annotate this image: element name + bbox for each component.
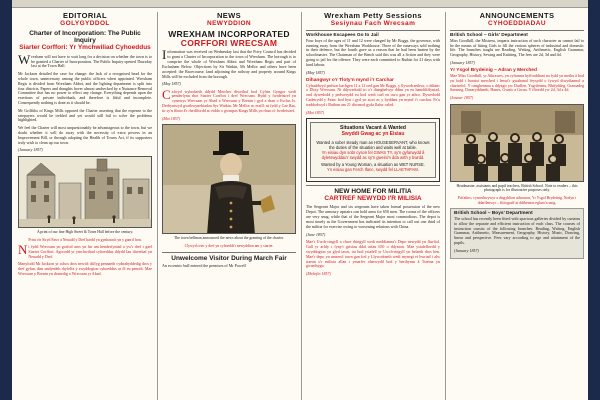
article-subhead-en: British School – Girls' Department <box>450 33 528 38</box>
section-title-en: EDITORIAL <box>63 12 107 20</box>
section-title-en: NEWS <box>216 12 242 20</box>
article-date-cy: (Mai 1857) <box>162 115 181 121</box>
school-photograph <box>450 104 584 182</box>
section-title-cy: Sesiynau Fach Wrecsam <box>330 20 416 27</box>
article-paragraph: Wrexham will not have to wait long for a decision on whether the town is to be granted a Charter of Incorporation. The Public Inquiry opened Thursday last at the Town Hall. <box>18 51 152 69</box>
article-headline-cy: CARTREF NEWYDD I'R MILISIA <box>324 195 422 203</box>
article-headline-en: Unwelcome Visitor During March Fair <box>171 254 287 262</box>
divider <box>306 30 440 31</box>
column-divider <box>445 12 446 400</box>
section-title-en: ANNOUNCEMENTS <box>479 12 555 20</box>
article-subhead-cy: Yr Ysgol Brydeinig – Adran y Merched <box>450 68 537 74</box>
article-paragraph: Mr Griffiths of Kings Mills opposed the Charter asserting that the expense to the ratepayers would be trebled and yet would still fail to solve the problems highlighted. <box>18 107 152 123</box>
box-inner <box>310 122 436 178</box>
article-paragraph: We feel the Charter will most unquestionably be advantageous to the town, but we doubt whether it will do away with the necessity of extra powers in an Improvement Bill, or through adopting the Health of Towns Act, if its supporters truly wish to clean up our town. <box>18 124 152 145</box>
article-paragraph-cy: Cyhuddwyd pedwar bachgen 11 a 12 oed gan Mr Boggs, y llywodraethwr, o ddianc o Dloty Wrecsam. Ni ddywedodd tri o'r dianghelwyr ddim yn eu hamddiffyniad, ond dywedodd y pedwerydd eu bod wedi cael eu curo gan yr athro. Dywedodd Cadeirydd y Fainc bod hyn i gyd yn stori ac y byddant yn mynd i'r carchar. Fe'u traddodwyd i Ruthun am 21 diwrnod gyda llafur caled. <box>306 82 440 108</box>
divider <box>162 252 296 253</box>
article-paragraph-cy: Mae Miss Goodhill, yr Athrawes, yn cyfrannu hyfforddiant na fydd yn methu â bod yn fodd i baratoi merched i lenwi'r gwahanol feysydd o fywyd diwydiannol a chartrefol. Y canghennau a ddysgir yw Darllen, Ysgrifennu, Rhifyddeg, Gramadeg Saesneg, Daearyddiaeth, Hanes, Gwnïo a Gwau. Y ffioedd yw 2d, 3d a 4d. <box>450 72 584 93</box>
town-hall-print-image <box>19 157 152 228</box>
article-paragraph: An eccentric bull entered the premises of Mr Powell <box>162 262 246 268</box>
top-band <box>12 0 588 8</box>
article-date: (January 1857) <box>18 147 43 153</box>
article-date: (May 1857) <box>162 81 181 87</box>
article-date: (January 1857) <box>454 247 479 253</box>
photo-caption-en: Headmaster, assistants and pupil teachers, British School. Note to readers – this photograph is for illustrative purposes only. <box>456 183 578 193</box>
photo-caption-cy: Prifathro, cynorthwywyr a disgyblion athrawon, Yr Ysgol Brydeinig. Nodyn i ddarllenwyr – ffotograff at ddibenion egluro'n unig. <box>457 195 577 205</box>
divider <box>450 30 584 31</box>
article-paragraph: Information was received on Wednesday last that the Privy Council has decided to grant a Charter of Incorporation to the town of Wrexham. The borough is to comprise the whole of Wrexham Abbot and Wrexham Regis and part of Esclusham Below. Objections by Sir Watkin, Mr Mellor and others have been accepted: the Racecourse, land adjoining the railway and property around Kings Mills will be excluded from the borough. <box>162 47 296 79</box>
illustration-caption-en: A print of our fine High Street & Town Hall before the century. <box>36 229 134 234</box>
high-street-illustration <box>18 156 152 228</box>
illustration-caption-cy: Clywyd crier y dref yn cyhoeddi'r newyddion am y siarter. <box>184 244 274 249</box>
article-paragraph: The Sergeant Major and six sergeants have taken formal possession of the new Depot. The armoury upstairs can hold arms for 650 men. The rooms of the officers are very snug, while that of the Sergeant Major most commodious. The depot is most timely as the Government has indicated its intention to call out one third of the militia for exercise owing to worsening relations with China. <box>306 204 440 230</box>
article-headline-en: NEW HOME FOR MILITIA <box>334 188 412 196</box>
bellman-illustration <box>162 124 296 234</box>
article-subhead-en: Workhouse Escapees Go to Jail <box>306 33 379 38</box>
article-date: (June 1857) <box>306 231 326 237</box>
article-date: (May 1857) <box>306 69 325 75</box>
article-paragraph-cy: Cafwyd wybodaeth ddydd Mercher diwethaf bod Cyfrin Gyngor wedi penderfynu rhoi Siarter Corffori i dref Wrecsam. Bydd y fwrdeistref yn cynnwys Wrecsam yr Abad a Wrecsam y Brenin i gyd a rhan o Esclus Is. Derbyniwyd gwrthwynebiadau Syr Watkin, Mr Mellor ac eraill: ni fydd y Cae Ras, tir sy'n ffinio â'r rheilffordd ac eiddo o gwmpas Kings Mills yn rhan o'r fwrdeistref. <box>162 86 296 114</box>
article-headline-en: Charter of Incorporation: The Public Inquiry <box>29 30 141 45</box>
section-title-cy: CYHOEDDIADAU <box>488 20 546 27</box>
article-date-cy: (Ionawr 1857) <box>450 94 474 100</box>
section-title-cy: NEWYDDION <box>206 20 252 27</box>
article-date-cy: (Mai 1857) <box>306 109 325 115</box>
article-subhead-cy: Dihangwyr o'r Tloty'n mynd i'r Carchar <box>306 77 394 83</box>
column-news <box>162 12 296 400</box>
section-title-cy: GOLYGYDDOL <box>60 20 110 27</box>
article-headline-en: WREXHAM INCORPORATED <box>168 29 290 39</box>
illustration-caption-cy: Print o'n Stryd Fawr a Neuadd y Dref hardd yn gynharach yn y ganrif hon. <box>28 237 142 242</box>
advert-text-en: Wanted a sober steady man as HOUSESERVANT, who knows the duties of the situation and waits well at table. <box>316 140 430 151</box>
advert-text-cy: Yn eisiau dyn sobr cyson fel GWAS TY, sy'n gyfarwydd â dyletswyddau'r swydd ac sy'n gweini'n dda wrth y bwrdd. <box>321 150 425 161</box>
article-headline-cy: Siarter Corffori: Yr Ymchwiliad Cyhoeddus <box>19 44 151 52</box>
section-title-en: Wrexham Petty Sessions <box>324 12 422 20</box>
school-staff-photo-image <box>451 105 584 182</box>
newspaper-page <box>12 0 588 400</box>
illustration-caption-en: The town bellman announced the news about the granting of the charter. <box>174 236 284 241</box>
advert-text-cy: Yn eisiau gan Ferch Ifanc, swydd fel LLAETHFAM. <box>327 167 419 173</box>
column-divider <box>157 12 158 400</box>
article-paragraph: Miss Goodhill, the Mistress, imparts instruction of such character as cannot fail to be the means of fitting Girls to fill the various spheres of industrial and domestic life. The branches taught are Reading, Writing, Arithmetic, English Grammar, Geography, History, Sewing and Knitting. The fees are 2d, 3d and 4d. <box>450 37 584 58</box>
bellman-portrait-image <box>163 125 296 234</box>
article-headline-cy: CORFFORI WRECSAM <box>180 37 278 48</box>
article-paragraph-cy: Mae'r Uwch-ringyll a chwe rhingyll wedi meddiannu'r Depo newydd yn ffurfiol. Gall yr arfdy i fyny'r grisiau ddal arfau 650 o ddynion. Mae ystafelloedd y swyddogion yn glyd iawn, tra bod ystafell yr Uwch-ringyll yn helaeth dros ben. Mae'r depo yn amserol iawn gan fod y Llywodraeth wedi mynegi ei bwriad i alw traean o'r milisia allan i ymarfer oherwydd bod y berthynas â Tsieina yn gwaethygu. <box>306 238 440 269</box>
article-date: (January 1857) <box>450 59 475 65</box>
article-paragraph-cy: Ni fydd Wrecsam yn gorfod aros yn hir am benderfyniad a yw'r dref i gael Siarter Corffori. Agorodd yr ymchwiliad cyhoeddus ddydd Iau diwethaf yn Neuadd y Dref. <box>18 242 152 259</box>
article-paragraph: The school has recently been fitted with spacious galleries divided by curtains to allow the separate and efficient instruction of each class. The courses of instruction consist of the following branches: Reading, Writing, English Grammar, Arithmetic, Measurement, Geography, History, Music, Drawing, linear and perspective. Fees vary according to age and attainment of the pupils. <box>454 215 580 246</box>
boys-department-notice <box>450 208 584 259</box>
article-date-cy: (Mehefin 1857) <box>306 270 331 276</box>
column-announcements <box>450 12 584 400</box>
situations-vacant-box <box>306 118 440 182</box>
article-paragraph: Mr Jackson detailed the case for change: the lack of a recognised head for the whole town, unnecessary among the public officers when appointed. Wrexham Regis is divided from Wrexham Abbot, and the lighting department is split into four districts. Papers and draughts hover almost unchecked by a Nuisance Removal Committee that has no power to effect any change. Everything depends upon the exertions of private individuals, and therefore is fitful and incomplete. Consequently nothing is done as it should be. <box>18 70 152 106</box>
column-editorial <box>18 12 152 400</box>
box-title-cy: Swyddi Gwag ac yn Eisiau <box>341 131 405 138</box>
article-paragraph-cy: Manylodd Mr Jackson yr achos dros newid: diffyg pennaeth cydnabyddedig dros y dref gyfan, dim undyndeb rhyfelfa y swyddogion cyhoeddus ar ôl eu penodi. Mae Wrecsam y Brenin yn rhanedig o Wrecsam yr Abad. <box>18 261 152 277</box>
article-subhead-en: British School – Boys' Department <box>454 211 533 217</box>
column-petty-sessions <box>306 12 440 400</box>
article-paragraph: Four boys of the ages of 11 and 12 were charged by Mr Boggs, the governor, with running away from the Wrexham Workhouse. Three of the runaways sold nothing in their defence, but the fourth gave as a reason that he had been beaten by the schoolmaster. The Chairman of the Bench said this was all a fiction and they were going to jail for the offence. They were each committed to Ruthin for 21 days with hard labour. <box>306 37 440 68</box>
column-divider <box>301 12 302 400</box>
divider <box>306 185 440 186</box>
box-title-en: Situations Vacant & Wanted <box>340 125 406 132</box>
advert-text-en: Wanted by a Young Woman, a situation as WET NURSE. <box>321 162 425 168</box>
